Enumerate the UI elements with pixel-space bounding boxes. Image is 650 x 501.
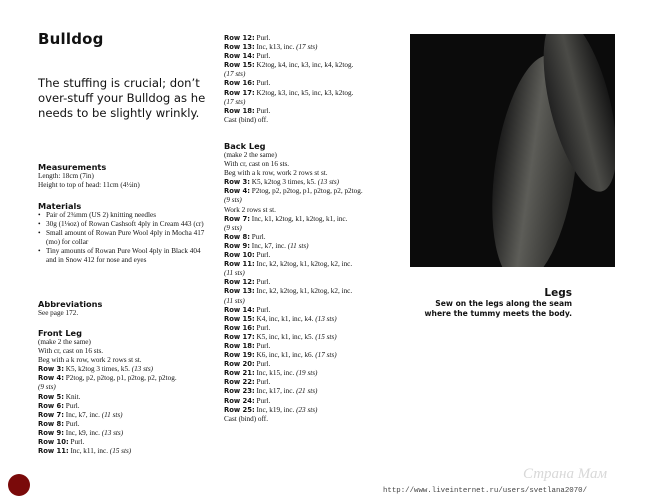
stitch-count: (11 sts) bbox=[224, 296, 245, 305]
instruction-line bbox=[224, 196, 406, 205]
row-label: Row 3: bbox=[38, 365, 64, 374]
intro-text: The stuffing is crucial; don’t over-stuff your Bulldog as he needs to be slightly wrinkly. bbox=[38, 76, 206, 120]
row-label: Row 6: bbox=[38, 401, 64, 410]
instruction-line: Row 11: Inc, k11, inc. (15 sts) bbox=[38, 447, 132, 456]
instruction-line: Row 7: Inc, k1, k2tog, k1, k2tog, k1, inc. bbox=[224, 214, 348, 223]
instruction-line: Row 15: K2tog, k4, inc, k3, inc, k4, k2tog. bbox=[224, 61, 354, 70]
front-leg-heading: Front Leg bbox=[38, 328, 82, 338]
col2-top-instructions bbox=[224, 34, 406, 125]
row-label: Row 11: bbox=[224, 260, 255, 269]
instruction-line: Row 12: Purl. bbox=[224, 278, 271, 287]
back-leg-heading: Back Leg bbox=[224, 141, 266, 151]
instruction-line: Row 16: Purl. bbox=[224, 79, 271, 88]
instruction-line: Row 14: Purl. bbox=[224, 305, 271, 314]
instruction-line: Row 22: Purl. bbox=[224, 378, 271, 387]
row-label: Row 11: bbox=[38, 447, 69, 456]
row-label: Row 15: bbox=[224, 314, 255, 323]
row-label: Row 13: bbox=[224, 287, 255, 296]
abbreviations-heading: Abbreviations bbox=[38, 299, 103, 309]
instruction-line: Row 19: K6, inc, k1, inc, k6. (17 sts) bbox=[224, 351, 337, 360]
instruction-line: Row 21: Inc, k15, inc. (19 sts) bbox=[224, 369, 318, 378]
bulldog-legs-photo bbox=[410, 34, 615, 267]
stitch-count: (17 sts) bbox=[224, 70, 246, 79]
back-leg-instructions bbox=[224, 151, 406, 424]
row-label: Row 21: bbox=[224, 369, 255, 378]
row-label: Row 17: bbox=[224, 332, 255, 341]
watermark-url: http://www.liveinternet.ru/users/svetlana2070/ bbox=[383, 487, 588, 495]
row-label: Row 18: bbox=[224, 341, 255, 350]
instruction-line: Row 18: Purl. bbox=[224, 341, 271, 350]
stitch-count: (9 sts) bbox=[224, 223, 242, 232]
stitch-count: (23 sts) bbox=[296, 405, 318, 414]
row-label: Row 16: bbox=[224, 79, 255, 88]
legs-caption-text: Sew on the legs along the seam where the tummy meets the body. bbox=[424, 299, 572, 318]
watermark-logo: Страна Мам bbox=[523, 466, 608, 482]
instruction-line bbox=[224, 70, 406, 79]
row-label: Row 20: bbox=[224, 360, 255, 369]
instruction-line: Row 6: Purl. bbox=[38, 401, 80, 410]
instruction-line: Row 18: Purl. bbox=[224, 106, 271, 115]
stitch-count: (17 sts) bbox=[315, 351, 337, 360]
row-label: Row 22: bbox=[224, 378, 255, 387]
instruction-line: (make 2 the same) bbox=[224, 151, 277, 159]
stitch-count: (15 sts) bbox=[315, 332, 337, 341]
instruction-line: Row 23: Inc, k17, inc. (21 sts) bbox=[224, 387, 318, 396]
instruction-line: Row 17: K5, inc, k1, inc, k5. (15 sts) bbox=[224, 332, 337, 341]
instruction-line: Row 15: K4, inc, k1, inc, k4. (13 sts) bbox=[224, 314, 337, 323]
row-label: Row 4: bbox=[38, 374, 64, 383]
instruction-line: Row 7: Inc, k7, inc. (11 sts) bbox=[38, 410, 123, 419]
page-number-dot bbox=[8, 474, 30, 496]
stitch-count: (11 sts) bbox=[101, 410, 123, 419]
row-label: Row 12: bbox=[224, 34, 255, 42]
instruction-line: Row 11: Inc, k2, k2tog, k1, k2tog, k2, inc. bbox=[224, 260, 353, 269]
instruction-line: Row 9: Inc, k7, inc. (11 sts) bbox=[224, 241, 309, 250]
row-label: Row 14: bbox=[224, 52, 255, 61]
instruction-line: Row 8: Purl. bbox=[38, 419, 80, 428]
instruction-line bbox=[224, 98, 406, 107]
front-leg-section bbox=[38, 328, 210, 456]
instruction-line: Row 4: P2tog, p2, p2tog, p1, p2tog, p2, p2tog. bbox=[224, 187, 363, 196]
row-label: Row 7: bbox=[224, 214, 250, 223]
materials-item: • Pair of 2¾mm (US 2) knitting needles bbox=[38, 211, 156, 219]
instruction-line: Row 16: Purl. bbox=[224, 323, 271, 332]
instruction-line bbox=[224, 224, 406, 233]
row-label: Row 17: bbox=[224, 88, 255, 97]
legs-caption-heading: Legs bbox=[544, 287, 572, 299]
stitch-count: (21 sts) bbox=[296, 387, 318, 396]
materials-section bbox=[38, 201, 210, 266]
stitch-count: (13 sts) bbox=[315, 314, 337, 323]
measurement-line: Length: 18cm (7in) bbox=[38, 172, 94, 180]
stitch-count: (19 sts) bbox=[296, 369, 318, 378]
row-label: Row 18: bbox=[224, 106, 255, 115]
row-label: Row 5: bbox=[38, 392, 64, 401]
row-label: Row 23: bbox=[224, 387, 255, 396]
materials-item-text: Small amount of Rowan Pure Wool 4ply in Mocha 417 (mo) for collar bbox=[46, 229, 205, 247]
legs-caption bbox=[410, 287, 572, 319]
abbreviations-section bbox=[38, 299, 210, 318]
instruction-line: Row 17: K2tog, k3, inc, k5, inc, k3, k2tog. bbox=[224, 88, 354, 97]
instruction-line: Work 2 rows st st. bbox=[224, 205, 276, 214]
pattern-title: Bulldog bbox=[38, 30, 104, 48]
materials-item-text: Tiny amounts of Rowan Pure Wool 4ply in Black 404 and in Snow 412 for nose and eyes bbox=[46, 247, 201, 265]
row-label: Row 8: bbox=[38, 419, 64, 428]
instruction-line: Row 12: Purl. bbox=[224, 34, 271, 42]
instruction-line: Row 10: Purl. bbox=[38, 438, 85, 447]
measurements-section bbox=[38, 162, 210, 190]
row-label: Row 8: bbox=[224, 232, 250, 241]
front-leg-instructions bbox=[38, 338, 210, 456]
instruction-line: Beg with a k row, work 2 rows st st. bbox=[224, 169, 328, 178]
instruction-line: Row 3: K5, k2tog 3 times, k5. (13 sts) bbox=[224, 178, 340, 187]
stitch-count: (17 sts) bbox=[224, 97, 246, 106]
back-leg-section bbox=[224, 141, 406, 424]
row-label: Row 12: bbox=[224, 278, 255, 287]
row-label: Row 3: bbox=[224, 178, 250, 187]
row-label: Row 10: bbox=[224, 251, 255, 260]
instruction-line: With cr, cast on 16 sts. bbox=[38, 347, 104, 356]
row-label: Row 9: bbox=[224, 241, 250, 250]
row-label: Row 24: bbox=[224, 396, 255, 405]
instruction-line: With cr, cast on 16 sts. bbox=[224, 160, 290, 169]
instruction-line: Row 9: Inc, k9, inc. (13 sts) bbox=[38, 428, 124, 437]
instruction-line: Row 8: Purl. bbox=[224, 232, 266, 241]
row-label: Row 7: bbox=[38, 410, 64, 419]
instruction-line: Beg with a k row, work 2 rows st st. bbox=[38, 356, 142, 365]
materials-item: • Small amount of Rowan Pure Wool 4ply in Mocha 417 (mo) for collar bbox=[38, 229, 210, 247]
measurement-line: Height to top of head: 11cm (4½in) bbox=[38, 181, 140, 190]
instruction-line bbox=[224, 297, 406, 306]
materials-item: • 30g (1⅛oz) of Rowan Cashsoft 4ply in Cream 443 (cr) bbox=[38, 220, 204, 229]
row-label: Row 19: bbox=[224, 351, 255, 360]
row-label: Row 15: bbox=[224, 61, 255, 70]
abbreviations-text: See page 172. bbox=[38, 309, 79, 317]
stitch-count: (11 sts) bbox=[287, 241, 309, 250]
materials-item-text: Pair of 2¾mm (US 2) knitting needles bbox=[46, 211, 156, 219]
materials-heading: Materials bbox=[38, 201, 82, 211]
row-label: Row 16: bbox=[224, 323, 255, 332]
stitch-count: (9 sts) bbox=[38, 383, 56, 392]
instruction-line: Row 4: P2tog, p2, p2tog, p1, p2tog, p2, p2tog. bbox=[38, 374, 177, 383]
instruction-line: Row 13: Inc, k13, inc. (17 sts) bbox=[224, 43, 318, 52]
instruction-line: Row 13: Inc, k2, k2tog, k1, k2tog, k2, inc. bbox=[224, 287, 353, 296]
instruction-line bbox=[38, 383, 210, 392]
row-label: Row 4: bbox=[224, 187, 250, 196]
instruction-line: Row 10: Purl. bbox=[224, 251, 271, 260]
stitch-count: (15 sts) bbox=[109, 447, 132, 456]
instruction-line: Row 20: Purl. bbox=[224, 360, 271, 369]
row-label: Row 25: bbox=[224, 405, 255, 414]
instruction-line: Row 3: K5, k2tog 3 times, k5. (13 sts) bbox=[38, 365, 154, 374]
instruction-line: Cast (bind) off. bbox=[224, 414, 268, 423]
instruction-line bbox=[224, 269, 406, 278]
instruction-line: Row 24: Purl. bbox=[224, 396, 271, 405]
row-label: Row 14: bbox=[224, 305, 255, 314]
stitch-count: (17 sts) bbox=[296, 43, 318, 52]
stitch-count: (13 sts) bbox=[131, 365, 154, 374]
col2-top-section bbox=[224, 34, 406, 125]
instruction-line: Cast (bind) off. bbox=[224, 115, 268, 124]
measurements-heading: Measurements bbox=[38, 162, 107, 172]
row-label: Row 9: bbox=[38, 428, 64, 437]
instruction-line: Row 14: Purl. bbox=[224, 52, 271, 61]
instruction-line: (make 2 the same) bbox=[38, 338, 91, 346]
row-label: Row 13: bbox=[224, 43, 255, 52]
instruction-line: Row 25: Inc, k19, inc. (23 sts) bbox=[224, 405, 318, 414]
materials-item: • Tiny amounts of Rowan Pure Wool 4ply in Black 404 and in Snow 412 for nose and eyes bbox=[38, 247, 210, 265]
stitch-count: (13 sts) bbox=[317, 178, 340, 187]
stitch-count: (13 sts) bbox=[101, 428, 124, 437]
materials-item-text: 30g (1⅛oz) of Rowan Cashsoft 4ply in Cream 443 (cr) bbox=[46, 220, 204, 229]
row-label: Row 10: bbox=[38, 438, 69, 447]
stitch-count: (9 sts) bbox=[224, 196, 242, 205]
instruction-line: Row 5: Knit. bbox=[38, 392, 81, 401]
stitch-count: (11 sts) bbox=[224, 269, 245, 278]
